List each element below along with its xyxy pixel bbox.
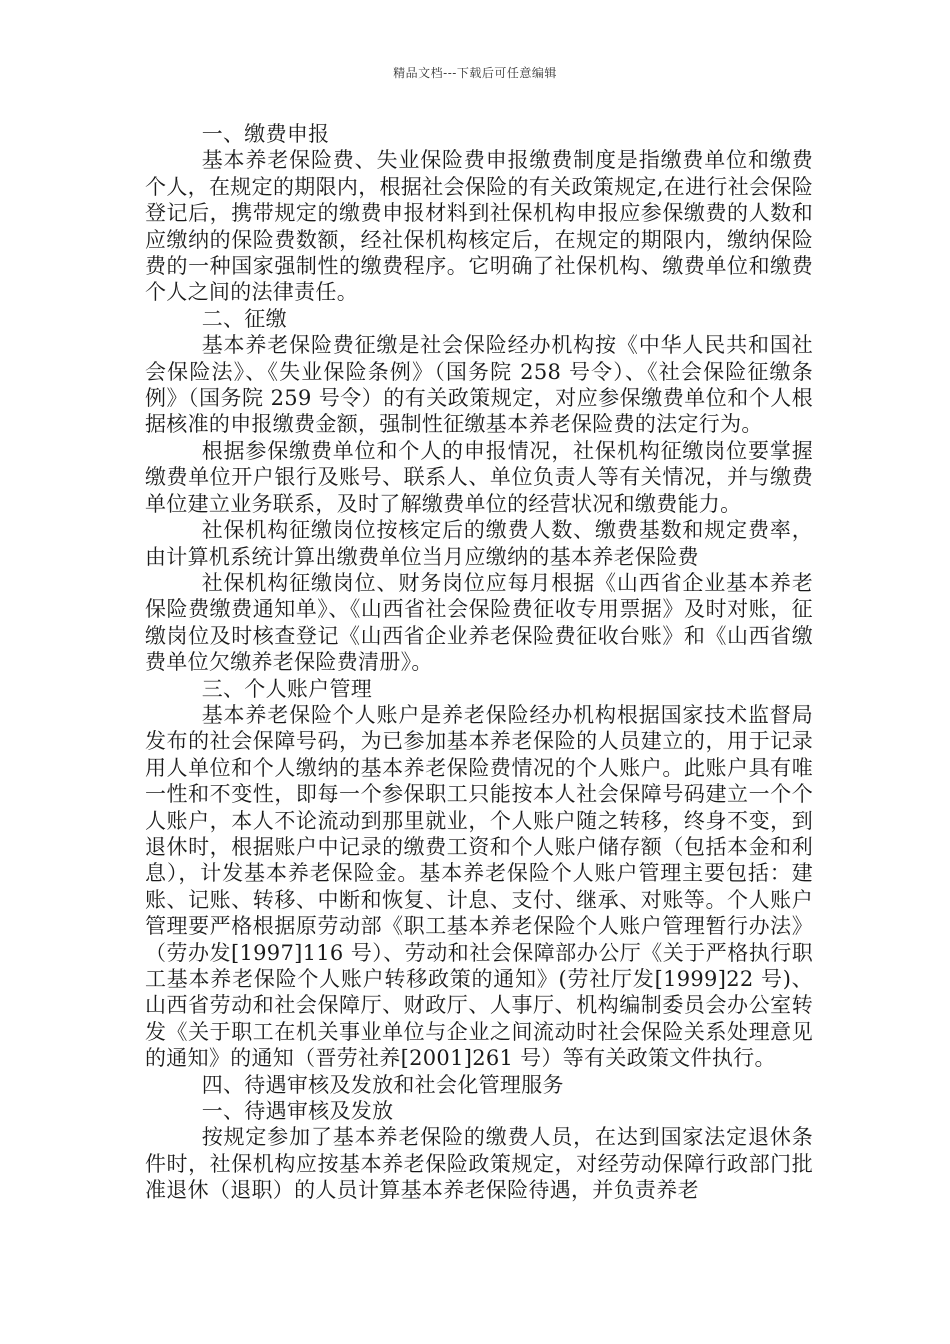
paragraph-collection-definition: 基本养老保险费征缴是社会保险经办机构按《中华人民共和国社会保险法》、《失业保险条例》（国务院 258 号令）、《社会保险征缴条例》（国务院 259 号令）的有关政策规定，对应参保缴费单位和个人根据核准的申报缴费金额，强制性征缴基本养老保险费的法定行为。 [145,333,813,437]
section-heading-benefits: 四、待遇审核及发放和社会化管理服务 [201,1072,564,1097]
section-heading-declaration: 一、缴费申报 [201,122,330,146]
paragraph-benefit-review: 按规定参加了基本养老保险的缴费人员，在达到国家法定退休条件时，社保机构应按基本养老保险政策规定，对经劳动保障行政部门批准退休（退职）的人员计算基本养老保险待遇，并负责养老 [145,1125,813,1203]
paragraph-collection-calculation: 社保机构征缴岗位按核定后的缴费人数、缴费基数和规定费率，由计算机系统计算出缴费单位当月应缴纳的基本养老保险费 [145,518,813,569]
document-body [145,121,813,1204]
section-heading-personal-account: 三、个人账户管理 [201,676,373,701]
paragraph-collection-contact: 根据参保缴费单位和个人的申报情况，社保机构征缴岗位要掌握缴费单位开户银行及账号、联系人、单位负责人等有关情况，并与缴费单位建立业务联系，及时了解缴费单位的经营状况和缴费能力。 [145,438,813,516]
paragraph-declaration: 基本养老保险费、失业保险费申报缴费制度是指缴费单位和缴费个人，在规定的期限内，根据社会保险的有关政策规定,在进行社会保险登记后，携带规定的缴费申报材料到社保机构申报应参保缴费的人数和应缴纳的保险费数额，经社保机构核定后，在规定的期限内，缴纳保险费的一种国家强制性的缴费程序。它明确了社保机构、缴费单位和缴费个人之间的法律责任。 [145,148,813,305]
section-heading-collection: 二、征缴 [201,306,287,331]
page-header-note: 精品文档---下载后可任意编辑 [393,66,557,80]
subsection-heading-benefit-review: 一、待遇审核及发放 [201,1099,394,1124]
paragraph-personal-account: 基本养老保险个人账户是养老保险经办机构根据国家技术监督局发布的社会保障号码，为已参加基本养老保险的人员建立的，用于记录用人单位和个人缴纳的基本养老保险费情况的个人账户。此账户具有唯一性和不变性，即每一个参保职工只能按本人社会保障号码建立一个个人账户，本人不论流动到那里就业，个人账户随之转移，终身不变，到退休时，根据账户中记录的缴费工资和个人账户储存额（包括本金和利息），计发基本养老保险金。基本养老保险个人账户管理主要包括：建账、记账、转移、中断和恢复、计息、支付、继承、对账等。个人账户管理要严格根据原劳动部《职工基本养老保险个人账户管理暂行办法》（劳办发[1997]116 号）、劳动和社会保障部办公厅《关于严格执行职工基本养老保险个人账户转移政策的通知》(劳社厅发[1999]22 号)、山西省劳动和社会保障厅、财政厅、人事厅、机构编制委员会办公室转发《关于职工在机关事业单位与企业之间流动时社会保险关系处理意见的通知》的通知（晋劳社养[2001]261 号）等有关政策文件执行。 [145,702,813,1071]
paragraph-collection-reconciliation: 社保机构征缴岗位、财务岗位应每月根据《山西省企业基本养老保险费缴费通知单》、《山西省社会保险费征收专用票据》及时对账，征缴岗位及时核查登记《山西省企业养老保险费征收台账》和《山西省缴费单位欠缴养老保险费清册》。 [145,570,813,675]
